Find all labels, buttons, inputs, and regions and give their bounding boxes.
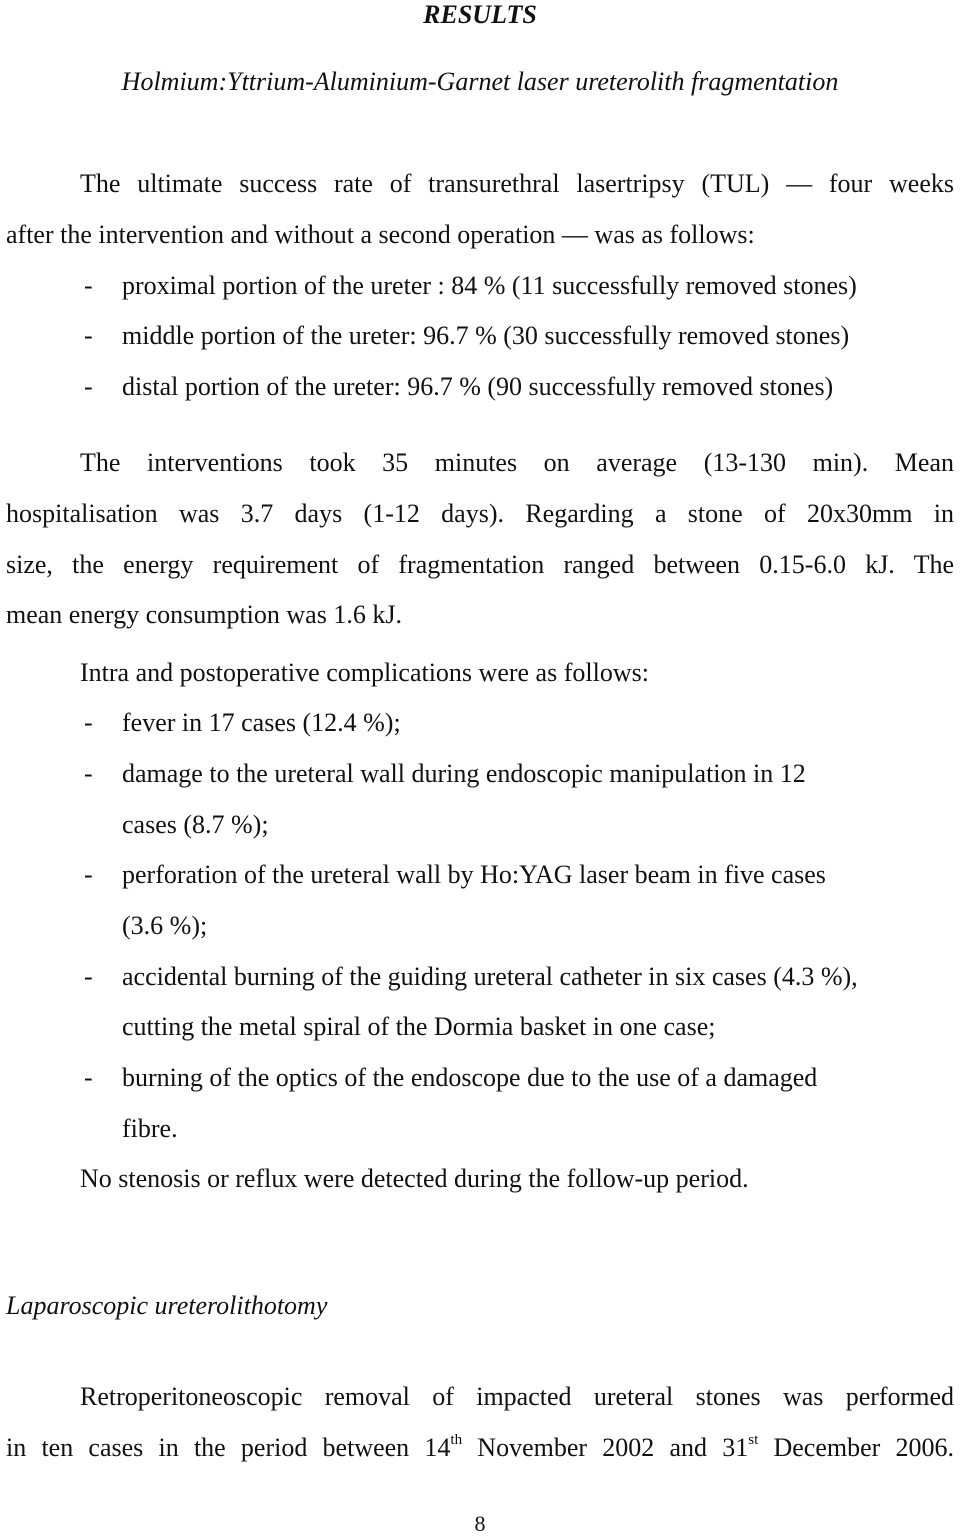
line-part: in ten cases in the period between 14 (6, 1433, 451, 1462)
complications-intro: Intra and postoperative complications were as follows: (80, 658, 649, 687)
ordinal-suffix: st (748, 1432, 759, 1448)
section-title-laparoscopic: Laparoscopic ureterolithotomy (6, 1291, 328, 1320)
bullet-dash: - (84, 860, 93, 889)
complication-text: cutting the metal spiral of the Dormia basket in one case; (122, 1012, 716, 1041)
laparoscopic-line-2 (6, 1433, 954, 1463)
intro-line-1: The ultimate success rate of transurethral lasertripsy (TUL) — four weeks (80, 169, 954, 198)
complication-text: damage to the ureteral wall during endoscopic manipulation in 12 (122, 759, 806, 788)
ordinal-suffix: th (450, 1432, 463, 1448)
bullet-dash: - (84, 1063, 93, 1092)
page-heading: RESULTS (423, 0, 537, 29)
closing-sentence: No stenosis or reflux were detected during the follow-up period. (80, 1164, 749, 1193)
complication-text: burning of the optics of the endoscope due to the use of a damaged (122, 1063, 818, 1092)
bullet-dash: - (84, 708, 93, 737)
success-item-text: middle portion of the ureter: 96.7 % (30 successfully removed stones) (122, 321, 850, 350)
stats-line: size, the energy requirement of fragmentation ranged between 0.15-6.0 kJ. The (6, 550, 954, 579)
complication-text: cases (8.7 %); (122, 810, 269, 839)
bullet-dash: - (84, 962, 93, 991)
laparoscopic-line-1: Retroperitoneoscopic removal of impacted ureteral stones was performed (80, 1382, 954, 1411)
section-title-holmium: Holmium:Yttrium-Aluminium-Garnet laser ureterolith fragmentation (121, 67, 839, 96)
complication-text: fibre. (122, 1114, 178, 1143)
stats-line: mean energy consumption was 1.6 kJ. (6, 600, 402, 629)
bullet-dash: - (84, 372, 93, 401)
intro-line-2: after the intervention and without a second operation — was as follows: (6, 220, 755, 249)
page-number: 8 (474, 1511, 486, 1536)
line-part: December 2006. (758, 1433, 955, 1462)
bullet-dash: - (84, 759, 93, 788)
success-item-text: distal portion of the ureter: 96.7 % (90 successfully removed stones) (122, 372, 834, 401)
stats-line: The interventions took 35 minutes on average (13-130 min). Mean (80, 448, 954, 477)
stats-line: hospitalisation was 3.7 days (1-12 days). Regarding a stone of 20x30mm in (6, 499, 954, 528)
complication-text: perforation of the ureteral wall by Ho:YAG laser beam in five cases (122, 860, 826, 889)
complication-text: accidental burning of the guiding ureteral catheter in six cases (4.3 %), (122, 962, 858, 991)
bullet-dash: - (84, 321, 93, 350)
complication-text: (3.6 %); (122, 911, 208, 940)
line-part: November 2002 and 31 (462, 1433, 749, 1462)
bullet-dash: - (84, 271, 93, 300)
success-item-text: proximal portion of the ureter : 84 % (11 successfully removed stones) (122, 271, 857, 300)
complication-text: fever in 17 cases (12.4 %); (122, 708, 401, 737)
